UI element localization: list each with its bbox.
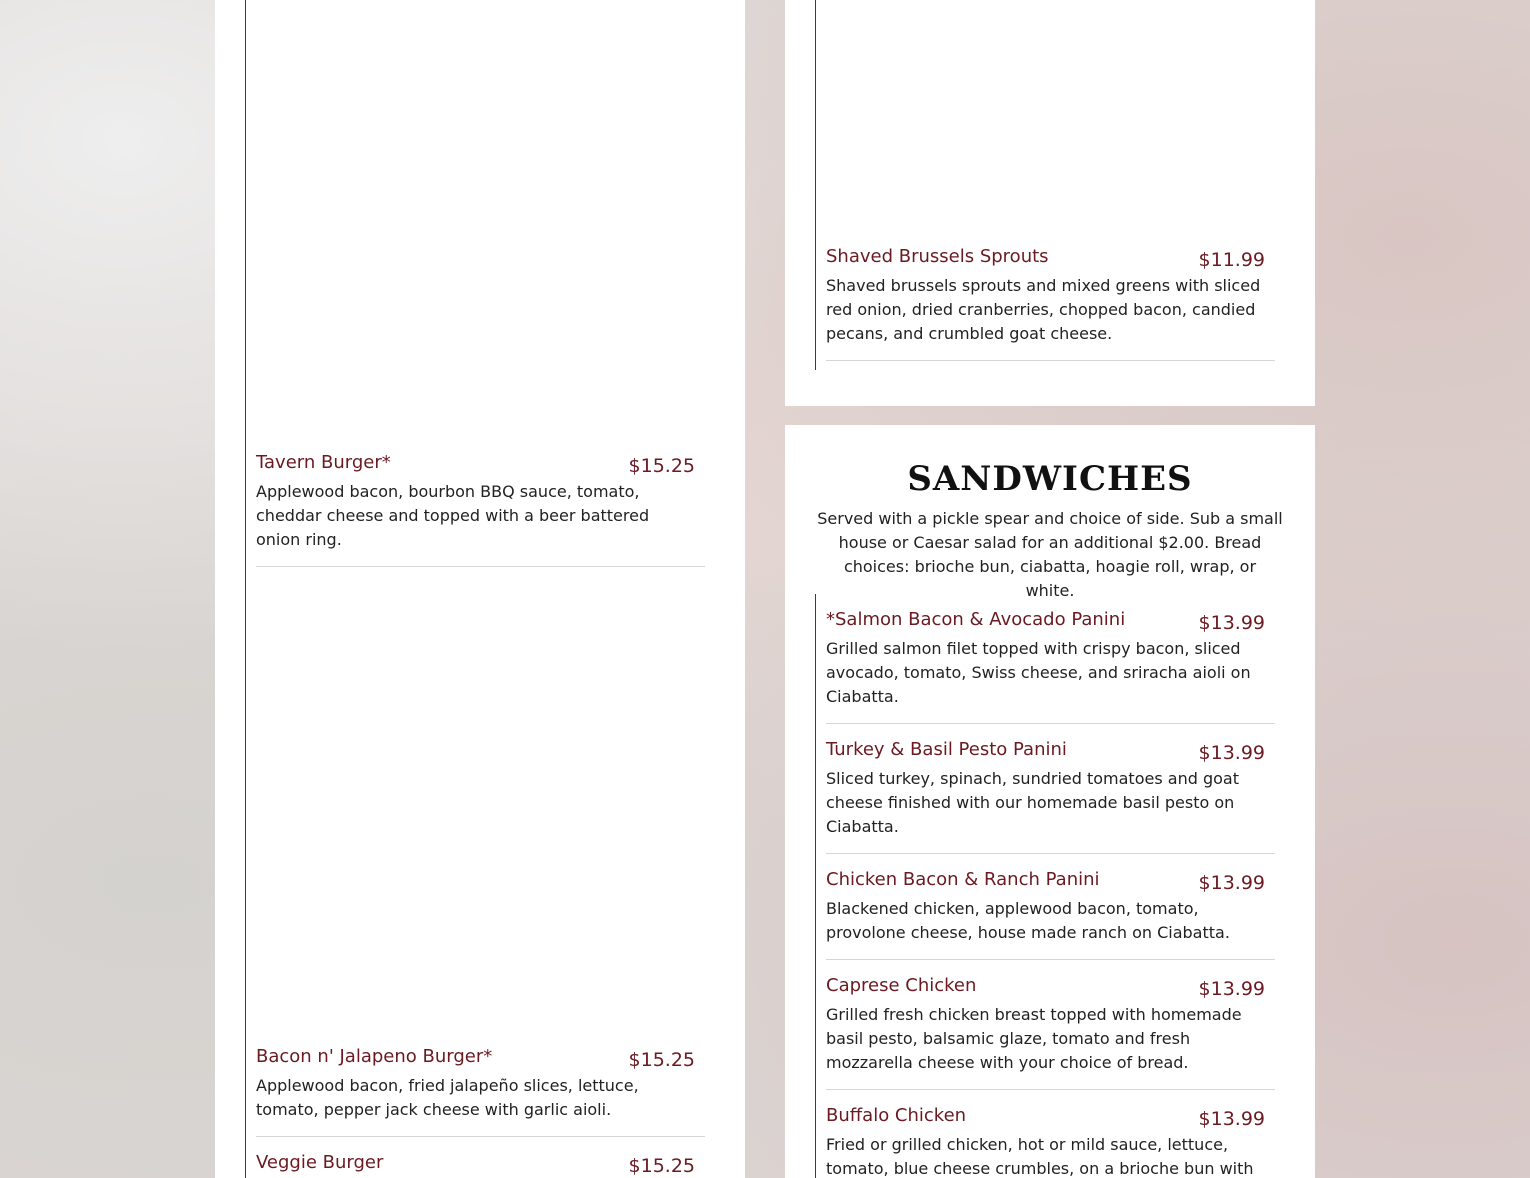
menu-item-price: $13.99 [1198, 872, 1265, 894]
menu-item [826, 869, 1275, 960]
menu-item-price: $13.99 [1198, 1108, 1265, 1130]
menu-item [826, 975, 1275, 1090]
menu-item-price: $15.25 [628, 1049, 695, 1071]
menu-item-name: Veggie Burger [256, 1152, 384, 1173]
menu-item-price: $13.99 [1198, 742, 1265, 764]
menu-item [826, 739, 1275, 854]
menu-item [826, 609, 1275, 724]
menu-panel-left [215, 0, 745, 1178]
menu-item-price: $13.99 [1198, 978, 1265, 1000]
menu-item-name: Caprese Chicken [826, 975, 977, 996]
menu-item-description: Applewood bacon, bourbon BBQ sauce, tomato, cheddar cheese and topped with a beer battered onion ring. [256, 482, 650, 549]
menu-item-price: $13.99 [1198, 612, 1265, 634]
menu-panel-salads [785, 0, 1315, 406]
menu-item-name: *Salmon Bacon & Avocado Panini [826, 609, 1126, 630]
accent-rule [815, 594, 816, 1178]
menu-item [256, 1152, 705, 1178]
menu-item-name: Tavern Burger* [256, 452, 391, 473]
menu-item-price: $15.25 [628, 1155, 695, 1177]
menu-item [826, 1105, 1275, 1178]
menu-item-name: Chicken Bacon & Ranch Panini [826, 869, 1100, 890]
menu-item-description: Sliced turkey, spinach, sundried tomatoes and goat cheese finished with our homemade basil pesto on Ciabatta. [826, 769, 1239, 836]
section-note: Served with a pickle spear and choice of side. Sub a small house or Caesar salad for an additional $2.00. Bread choices: brioche bun, ciabatta, hoagie roll, wrap, or white. [817, 509, 1283, 600]
menu-item-name: Buffalo Chicken [826, 1105, 967, 1126]
menu-item-description: Applewood bacon, fried jalapeño slices, lettuce, tomato, pepper jack cheese with garlic aioli. [256, 1076, 639, 1119]
menu-item-description: Shaved brussels sprouts and mixed greens with sliced red onion, dried cranberries, chopped bacon, candied pecans, and crumbled goat cheese. [826, 276, 1261, 343]
menu-item-description: Grilled salmon filet topped with crispy bacon, sliced avocado, tomato, Swiss cheese, and sriracha aioli on Ciabatta. [826, 639, 1251, 706]
menu-item-name: Turkey & Basil Pesto Panini [826, 739, 1067, 760]
menu-item [826, 246, 1275, 361]
menu-item [256, 452, 705, 567]
menu-item-description: Fried or grilled chicken, hot or mild sauce, lettuce, tomato, blue cheese crumbles, on a brioche bun with [826, 1135, 1254, 1178]
menu-item-description: Blackened chicken, applewood bacon, tomato, provolone cheese, house made ranch on Ciabatta. [826, 899, 1230, 942]
accent-rule [245, 0, 246, 1178]
menu-item-price: $11.99 [1198, 249, 1265, 271]
menu-item [256, 1046, 705, 1137]
menu-item-name: Bacon n' Jalapeno Burger* [256, 1046, 493, 1067]
section-title: SANDWICHES [907, 459, 1193, 499]
menu-item-description: Grilled fresh chicken breast topped with homemade basil pesto, balsamic glaze, tomato and fresh mozzarella cheese with your choice of bread. [826, 1005, 1242, 1072]
accent-rule [815, 0, 816, 370]
menu-item-name: Shaved Brussels Sprouts [826, 246, 1049, 267]
menu-item-price: $15.25 [628, 455, 695, 477]
menu-panel-sandwiches [785, 425, 1315, 1178]
